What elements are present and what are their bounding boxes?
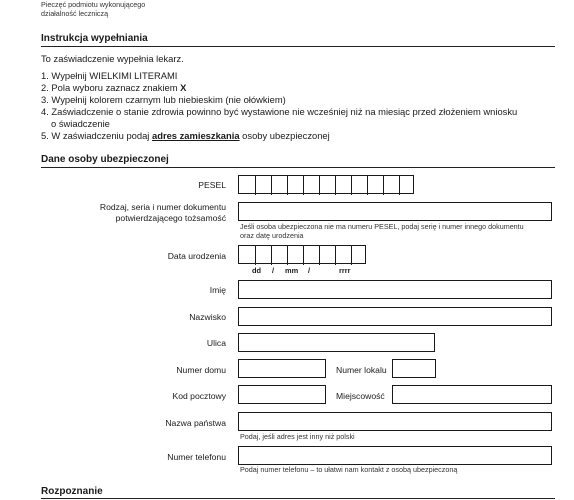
birth-date-cell-divider [255,246,271,265]
instruction-item-2-text: 2. Pola wyboru zaznacz znakiem [41,82,181,93]
instruction-item-4: 4. Zaświadczenie o stanie zdrowia powinno być wystawione nie wcześniej niż na miesiąc przed złożeniem wniosku [41,106,518,117]
house-number-label: Numer domu [176,365,226,375]
first-name-label: Imię [209,285,226,295]
date-format-month: mm [285,266,299,275]
flat-number-label: Numer lokalu [336,365,387,375]
postal-code-label: Kod pocztowy [172,391,226,401]
city-label: Miejscowość [336,391,385,401]
phone-help: Podaj numer telefonu – to ułatwi nam kontakt z osobą ubezpieczoną [240,465,458,474]
instruction-item-2-mark: X [180,82,187,93]
id-document-help-line1: Jeśli osoba ubezpieczona nie ma numeru PESEL, podaj serię i numer innego dokumentu [240,222,524,231]
instruction-item-3: 3. Wypełnij kolorem czarnym lub niebieskim (nie ołówkiem) [41,94,286,105]
pesel-cell-divider [287,176,303,195]
city-field[interactable] [392,385,552,404]
instruction-item-5-end: osoby ubezpieczonej [239,130,330,141]
flat-number-field[interactable] [392,359,436,378]
last-name-label: Nazwisko [189,312,226,322]
instruction-item-5-text: 5. W zaświadczeniu podaj [41,130,152,141]
birth-date-cell-divider [303,246,319,265]
date-format-separator: / [272,266,275,275]
country-field[interactable] [238,412,552,431]
stamp-caption [41,0,145,18]
id-document-label-line2: potwierdzającego tożsamość [115,213,226,223]
stamp-caption-line2: działalność leczniczą [41,9,109,18]
id-document-help [240,223,524,240]
pesel-cell-divider [399,176,415,195]
birth-date-cell-divider [319,246,335,265]
country-help: Podaj, jeśli adres jest inny niż polski [240,432,355,441]
pesel-cell-divider [335,176,351,195]
instruction-item-4-cont: o świadczenie [51,118,110,129]
date-format-year: rrrr [339,266,351,275]
birth-date-cell-divider [287,246,303,265]
house-number-field[interactable] [238,359,326,378]
date-format-day: dd [252,266,262,275]
instruction-item-2 [41,82,186,93]
street-field[interactable] [238,333,435,352]
postal-code-field[interactable] [238,385,326,404]
instructions-divider [41,46,555,47]
date-format-separator: / [308,266,311,275]
pesel-cell-divider [271,176,287,195]
pesel-label: PESEL [198,180,226,190]
diagnosis-section-divider [41,498,555,499]
pesel-field[interactable] [238,175,414,194]
birth-date-cell-divider [271,246,287,265]
instruction-item-5-emphasis: adres zamieszkania [152,130,240,141]
country-label: Nazwa państwa [165,418,226,428]
pesel-cell-divider [367,176,383,195]
last-name-field[interactable] [238,307,552,326]
pesel-cell-divider [351,176,367,195]
id-document-field[interactable] [238,202,552,221]
person-section-title: Dane osoby ubezpieczonej [41,154,169,165]
pesel-cell-divider [303,176,319,195]
pesel-cell-divider [319,176,335,195]
instructions-title: Instrukcja wypełniania [41,33,148,44]
birth-date-label: Data urodzenia [167,251,226,261]
birth-date-field[interactable] [238,245,366,264]
pesel-cell-divider [383,176,399,195]
pesel-cell-divider [255,176,271,195]
street-label: Ulica [206,338,226,348]
first-name-field[interactable] [238,280,552,299]
person-section-divider [41,167,555,168]
instruction-item-5 [41,130,330,141]
id-document-label [100,202,226,224]
instructions-intro: To zaświadczenie wypełnia lekarz. [41,53,184,64]
id-document-help-line2: oraz datę urodzenia [240,230,304,240]
diagnosis-section-title: Rozpoznanie [41,486,103,497]
phone-label: Numer telefonu [167,452,226,462]
instruction-item-1: 1. Wypełnij WIELKIMI LITERAMI [41,70,178,81]
id-document-label-line1: Rodzaj, seria i numer dokumentu [99,202,226,212]
birth-date-cell-divider [351,246,367,265]
stamp-caption-line1: Pieczęć podmiotu wykonującego [41,0,146,9]
phone-field[interactable] [238,446,552,465]
birth-date-cell-divider [335,246,351,265]
